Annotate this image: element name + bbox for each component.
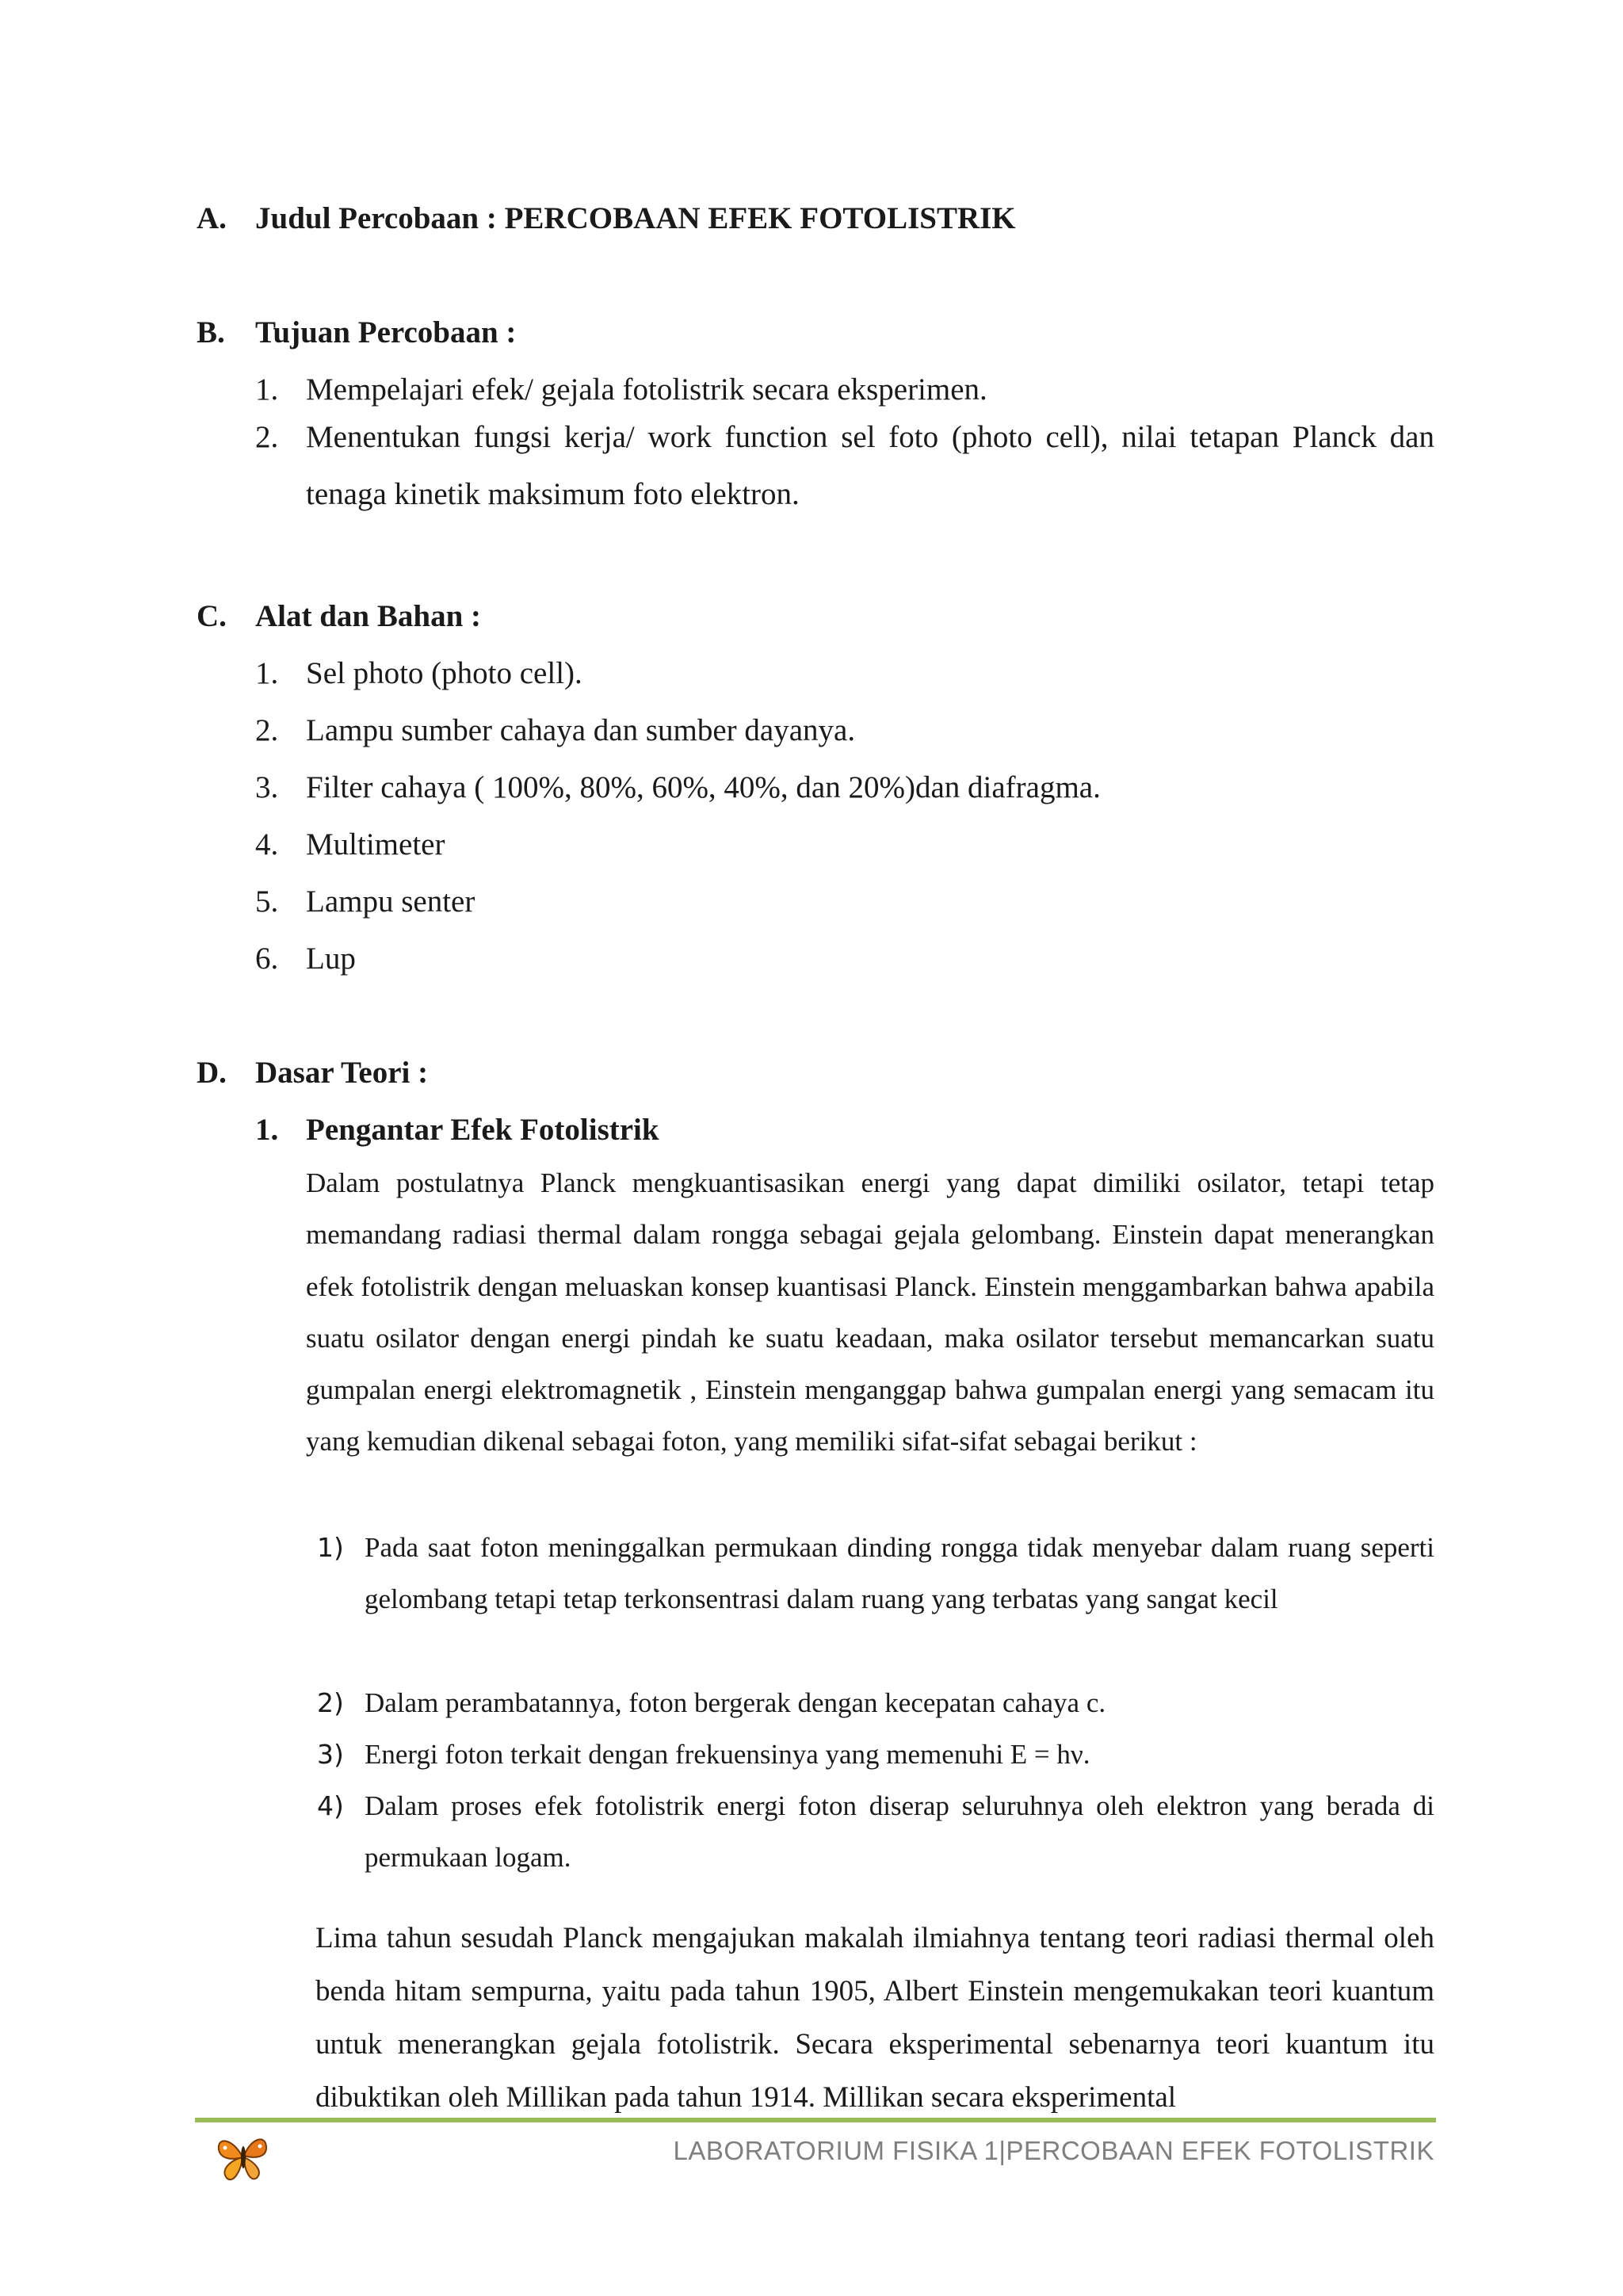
section-c-letter: C.: [197, 599, 227, 633]
property-text: Pada saat foton meninggalkan permukaan dinding rongga tidak menyebar dalam ruang seperti gelombang tetapi tetap terkonsentrasi dalam ruang yang terbatas yang sangat kecil: [365, 1532, 1434, 1614]
photon-property-item: [317, 1677, 1434, 1729]
equipment-number: 3.: [255, 770, 279, 804]
equipment-text: Sel photo (photo cell).: [306, 656, 582, 690]
section-b-title: Tujuan Percobaan :: [255, 315, 517, 350]
photon-property-item: [317, 1522, 1434, 1625]
objective-text: Mempelajari efek/ gejala fotolistrik secara eksperimen.: [306, 372, 987, 407]
objective-item: [255, 418, 1434, 523]
equipment-number: 5.: [255, 884, 279, 919]
equipment-number: 6.: [255, 942, 279, 976]
section-a-letter: A.: [197, 201, 227, 235]
equipment-text: Lampu senter: [306, 884, 475, 919]
property-text: Dalam perambatannya, foton bergerak dengan kecepatan cahaya c.: [365, 1687, 1106, 1718]
section-b-heading: [197, 314, 516, 352]
property-number: 2): [317, 1687, 344, 1718]
photon-property-item: [317, 1729, 1434, 1780]
objective-number: 1.: [255, 372, 279, 407]
equipment-number: 4.: [255, 827, 279, 861]
section-d-title: Dasar Teori :: [255, 1056, 429, 1090]
equipment-text: Multimeter: [306, 827, 445, 861]
subsection-title: Pengantar Efek Fotolistrik: [306, 1113, 659, 1147]
equipment-text: Filter cahaya ( 100%, 80%, 60%, 40%, dan 20%)dan diafragma.: [306, 770, 1101, 804]
section-d-heading: [197, 1054, 428, 1092]
footer-divider: [195, 2118, 1436, 2122]
section-d-letter: D.: [197, 1056, 227, 1090]
property-number: 4): [317, 1790, 344, 1821]
equipment-number: 1.: [255, 656, 279, 690]
section-a-heading: [197, 200, 1016, 238]
butterfly-icon: [211, 2126, 274, 2189]
section-b-letter: B.: [197, 315, 225, 350]
equipment-number: 2.: [255, 713, 279, 747]
equipment-text: Lup: [306, 942, 356, 976]
subsection-number: 1.: [255, 1113, 279, 1147]
footer-label: LABORATORIUM FISIKA 1|PERCOBAAN EFEK FOTOLISTRIK: [673, 2136, 1434, 2165]
property-number: 1): [317, 1532, 344, 1563]
objective-text: Menentukan fungsi kerja/ work function sel foto (photo cell), nilai tetapan Planck dan tenaga kinetik maksimum foto elektron.: [306, 420, 1434, 511]
history-paragraph: Lima tahun sesudah Planck mengajukan makalah ilmiahnya tentang teori radiasi thermal oleh benda hitam sempurna, yaitu pada tahun 1905, Albert Einstein mengemukakan teori kuantum untuk menerangkan gejala fotolistrik. Secara eksperimental sebenarnya teori kuantum itu dibuktikan oleh Millikan pada tahun 1914. Millikan secara eksperimental: [315, 1922, 1434, 2114]
section-c-heading: [197, 598, 481, 636]
theory-paragraph: Dalam postulatnya Planck mengkuantisasikan energi yang dapat dimiliki osilator, tetapi tetap memandang radiasi thermal dalam rongga sebagai gejala gelombang. Einstein dapat menerangkan efek fotolistrik dengan meluaskan konsep kuantisasi Planck. Einstein menggambarkan bahwa apabila suatu osilator dengan energi pindah ke suatu keadaan, maka osilator tersebut memancarkan suatu gumpalan energi elektromagnetik , Einstein menganggap bahwa gumpalan energi yang semacam itu yang kemudian dikenal sebagai foton, yang memiliki sifat-sifat sebagai berikut :: [306, 1167, 1434, 1457]
subsection-heading: [255, 1111, 659, 1149]
section-c-title: Alat dan Bahan :: [255, 599, 481, 633]
photon-property-item: [317, 1780, 1434, 1883]
objective-number: 2.: [255, 420, 279, 454]
section-a-title: Judul Percobaan : PERCOBAAN EFEK FOTOLISTRIK: [255, 201, 1016, 235]
property-text: Dalam proses efek fotolistrik energi foton diserap seluruhnya oleh elektron yang berada di permukaan logam.: [365, 1790, 1434, 1873]
equipment-text: Lampu sumber cahaya dan sumber dayanya.: [306, 713, 856, 747]
property-text: Energi foton terkait dengan frekuensinya yang memenuhi E = hν.: [365, 1739, 1090, 1770]
property-number: 3): [317, 1739, 344, 1770]
